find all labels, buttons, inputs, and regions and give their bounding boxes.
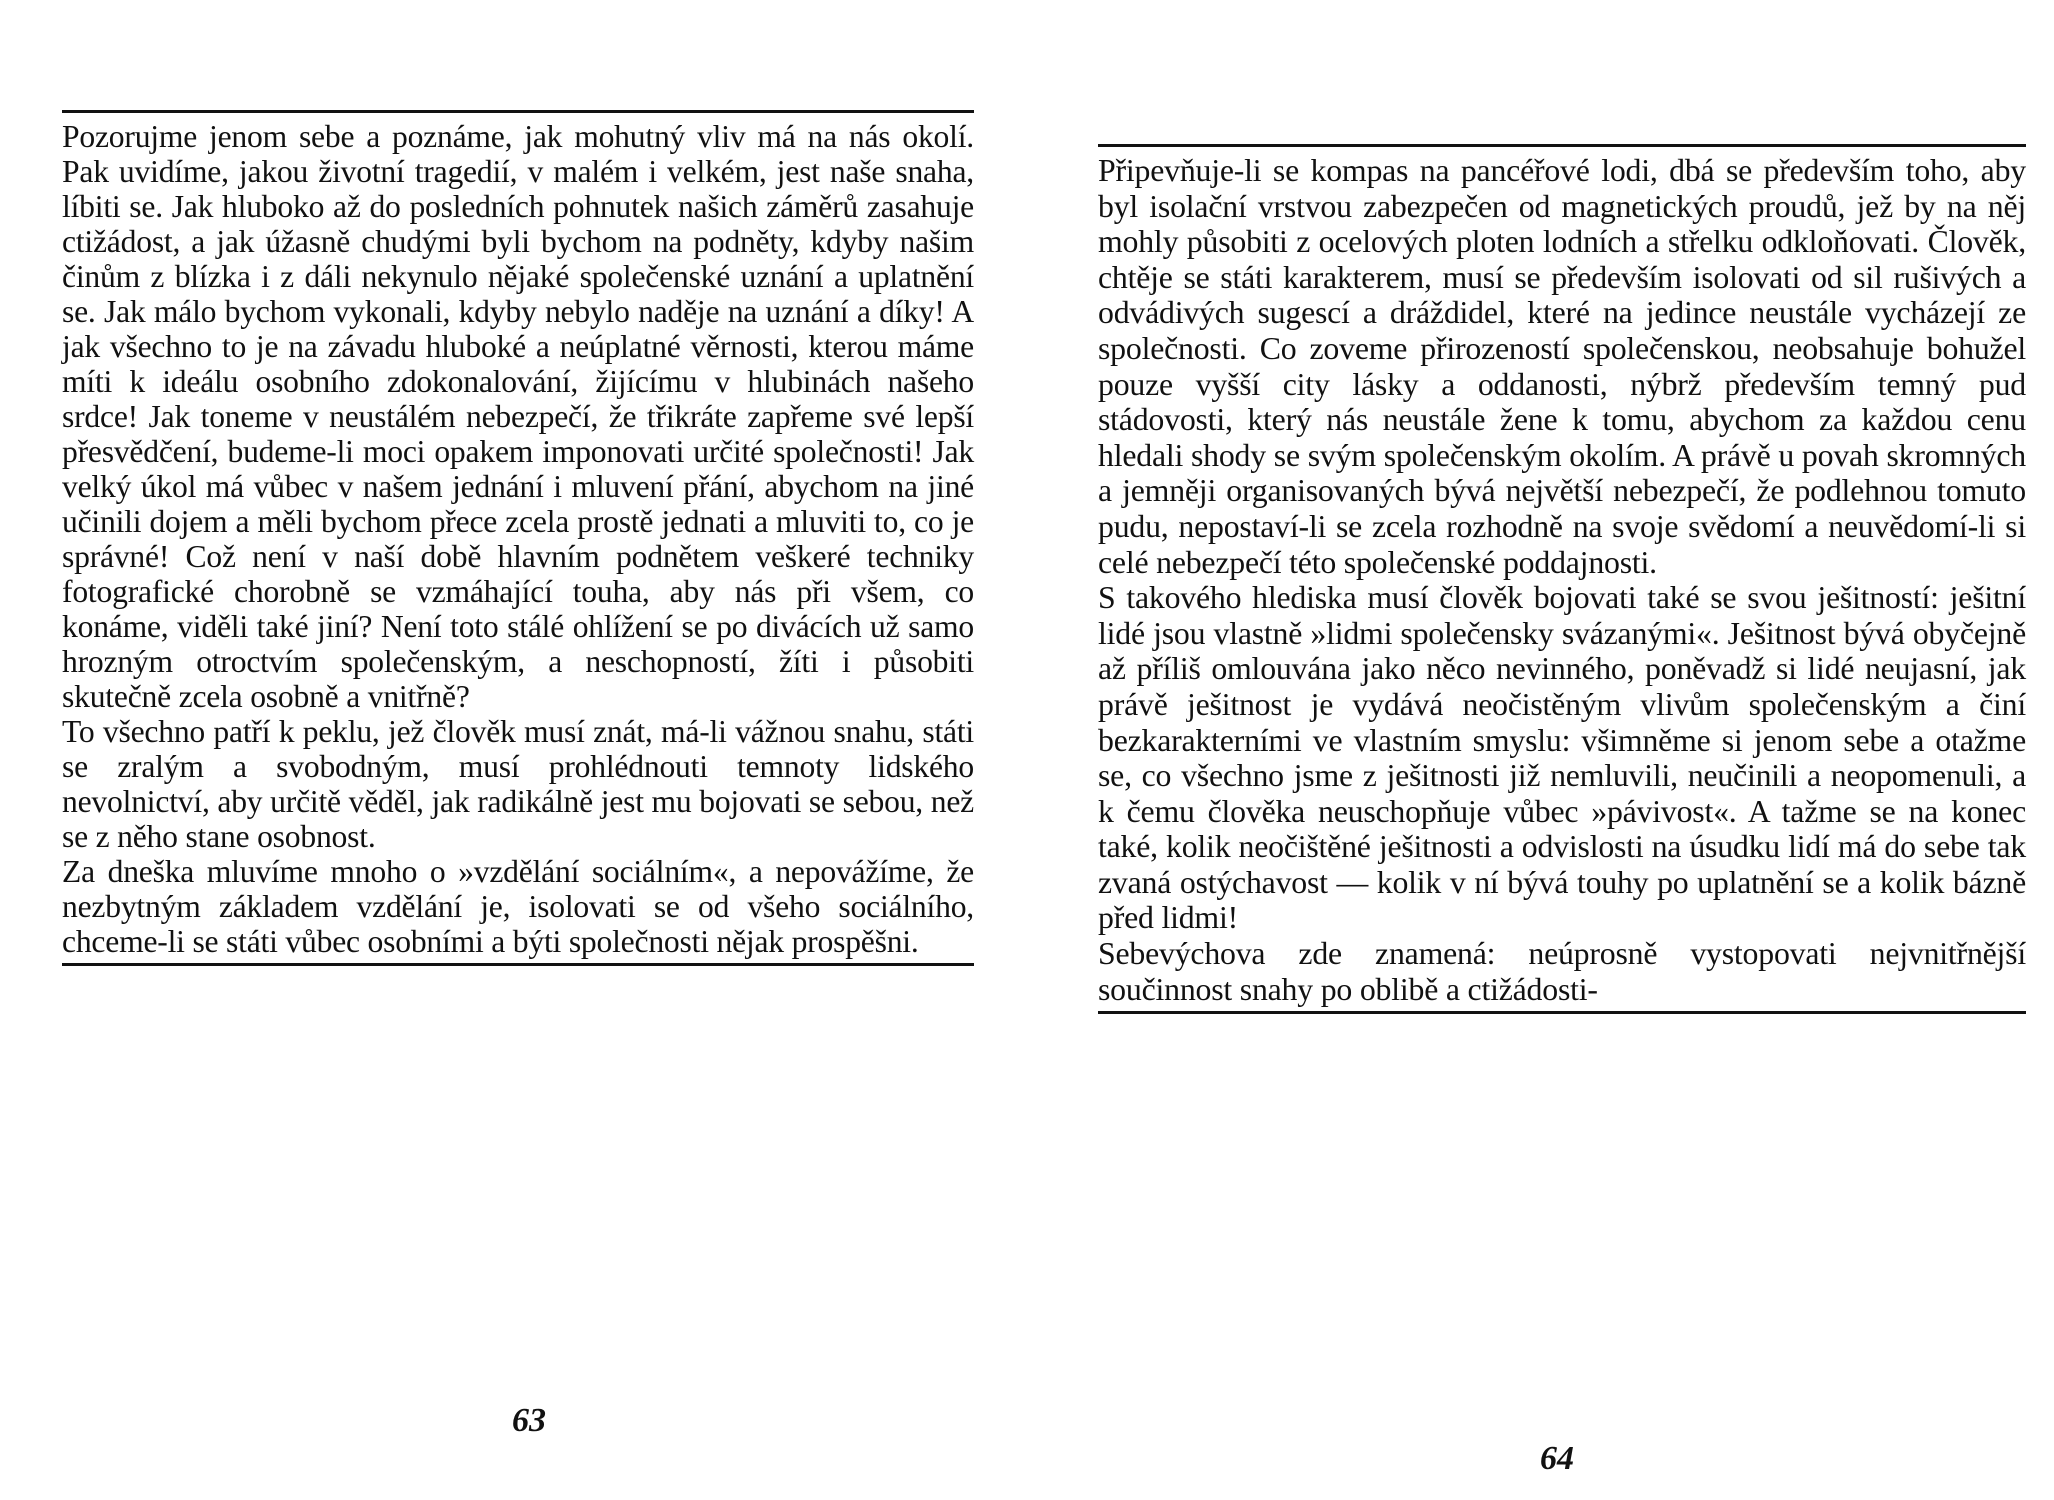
text-block	[1098, 147, 2026, 1011]
text-block	[62, 113, 974, 963]
paragraph: To všechno patří k peklu, jež člověk musí znát, má-li vážnou snahu, státi se zralým a svobodným, musí prohlédnouti temnoty lidského nevolnictví, aby určitě věděl, jak radikálně jest mu bojovati se sebou, než se z něho stane osobnost.	[62, 714, 974, 854]
paragraph: S takového hlediska musí člověk bojovati také se svou ješitností: ješitní lidé jsou vlastně »lidmi společensky svázanými«. Ješitnost bývá obyčejně až příliš omlouvána jako něco nevinného, poněvadž si lidé neujasní, jak právě ješitnost je vydává neočistěným vlivům společenským a činí bezkarakterními ve vlastním smyslu: všimněme si jenom sebe a otažme se, co všechno jsme z ješitnosti již nemluvili, neučinili a neopomenuli, a k čemu člověka neuschopňuje vůbec »pávivost«. A tažme se na konec také, kolik neočištěné ješitnosti a odvislosti na úsudku lidí má do sebe tak zvaná ostýchavost — kolik v ní bývá touhy po uplatnění se a kolik bázně před lidmi!	[1098, 580, 2026, 936]
paragraph: Připevňuje-li se kompas na pancéřové lodi, dbá se především toho, aby byl isolační vrstvou zabezpečen od magnetických proudů, jež by na něj mohly působiti z ocelových ploten lodních a střelku odkloňovati. Člověk, chtěje se státi karakterem, musí se především isolovati od sil rušivých a odvádivých sugescí a dráždidel, které na jedince neustále vycházejí ze společnosti. Co zoveme přirozeností společenskou, neobsahuje bohužel pouze vyšší city lásky a oddanosti, nýbrž především temný pud stádovosti, který nás neustále žene k tomu, abychom za každou cenu hledali shody se svým společenským okolím. A právě u povah skromných a jemněji organisovaných bývá největší nebezpečí, že podlehnou tomuto pudu, nepostaví-li se zcela rozhodně na svoje svědomí a neuvědomí-li si celé nebezpečí této společenské poddajnosti.	[1098, 153, 2026, 580]
bottom-rule	[62, 963, 974, 966]
page-number: 64	[1540, 1440, 1574, 1477]
bottom-rule	[1098, 1011, 2026, 1014]
page-63	[62, 110, 974, 966]
paragraph: Sebevýchova zde znamená: neúprosně vystopovati nejvnitřnější součinnost snahy po oblibě a ctižádosti-	[1098, 936, 2026, 1007]
page-number: 63	[512, 1402, 546, 1439]
paragraph: Pozorujme jenom sebe a poznáme, jak mohutný vliv má na nás okolí. Pak uvidíme, jakou životní tragedií, v malém i velkém, jest naše snaha, líbiti se. Jak hluboko až do posledních pohnutek našich záměrů zasahuje ctižádost, a jak úžasně chudými byli bychom na podněty, kdyby našim činům z blízka i z dáli nekynulo nějaké společenské uznání a uplatnění se. Jak málo bychom vykonali, kdyby nebylo naděje na uznání a díky! A jak všechno to je na závadu hluboké a neúplatné věrnosti, kterou máme míti k ideálu osobního zdokonalování, žijícímu v hlubinách našeho srdce! Jak toneme v neustálém nebezpečí, že třikráte zapřeme své lepší přesvědčení, budeme-li moci opakem imponovati určité společnosti! Jak velký úkol má vůbec v našem jednání i mluvení přání, abychom na jiné učinili dojem a měli bychom přece zcela prostě jednati a mluviti to, co je správné! Což není v naší době hlavním podnětem veškeré techniky fotografické chorobně se vzmáhající touha, aby nás při všem, co konáme, viděli také jiní? Není toto stálé ohlížení se po divácích už samo hrozným otroctvím společenským, a neschopností, žíti i působiti skutečně zcela osobně a vnitřně?	[62, 119, 974, 714]
paragraph: Za dneška mluvíme mnoho o »vzdělání sociálním«, a nepovážíme, že nezbytným základem vzdělání je, isolovati se od všeho sociálního, chceme-li se státi vůbec osobními a býti společnosti nějak prospěšni.	[62, 854, 974, 959]
page-64	[1098, 144, 2026, 1014]
